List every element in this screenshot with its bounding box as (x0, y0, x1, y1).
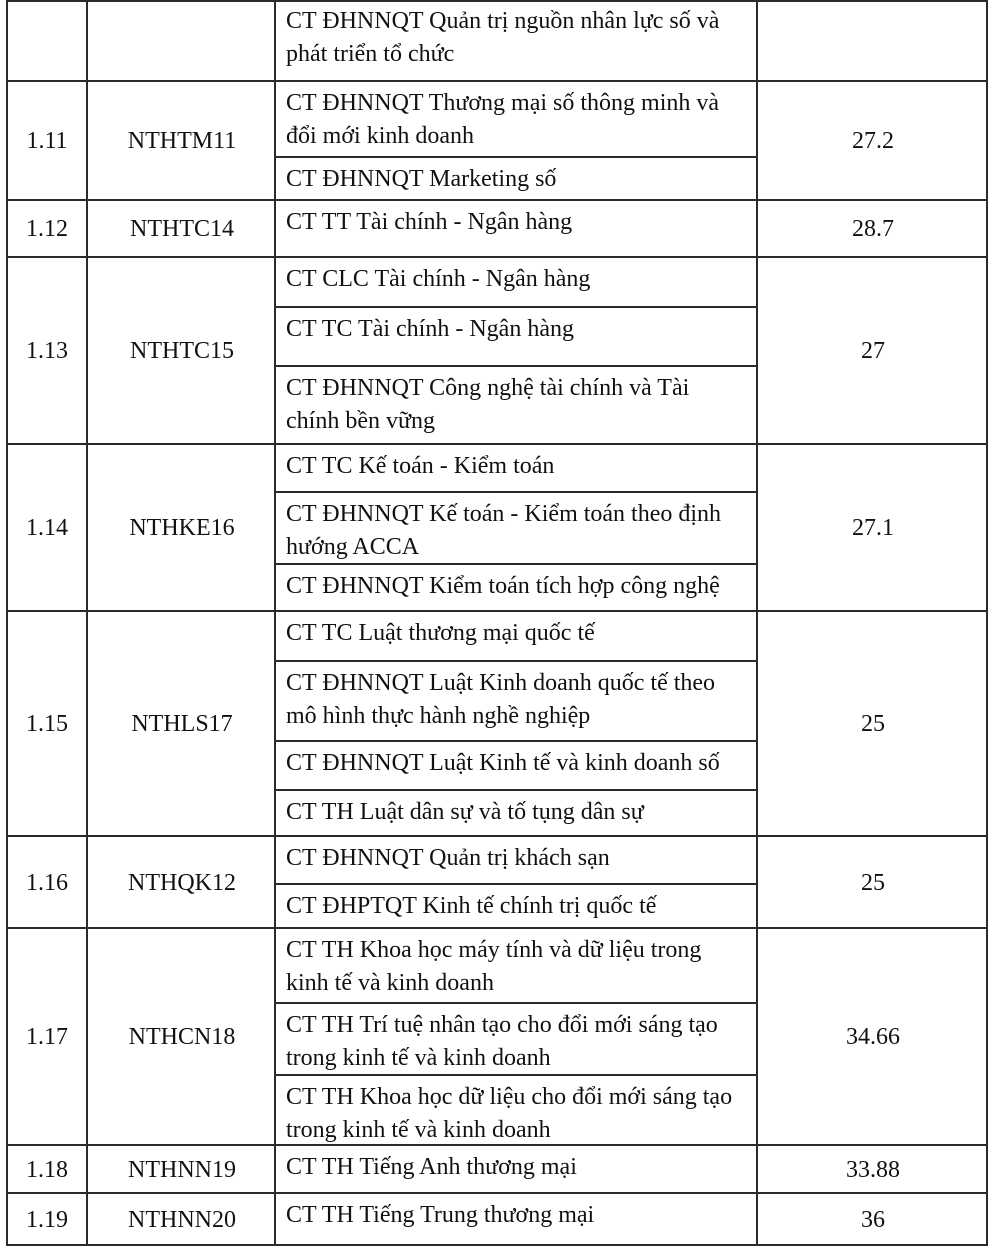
program-name: CT ĐHNNQT Công nghệ tài chính và Tài chính bền vững (276, 365, 758, 445)
program-name: CT TC Tài chính - Ngân hàng (276, 306, 758, 365)
row-number: 1.18 (26, 1156, 68, 1183)
table-gridline (756, 0, 758, 1246)
admission-score: 25 (861, 869, 885, 896)
table-row (6, 1146, 988, 1194)
table-gridline (6, 1244, 988, 1246)
table-row (6, 1194, 988, 1246)
table-row (6, 0, 988, 82)
admission-score (758, 0, 988, 82)
program-name: CT TH Khoa học dữ liệu cho đổi mới sáng tạo trong kinh tế và kinh doanh (276, 1074, 758, 1146)
table-row (6, 929, 988, 1146)
program-name: CT TC Luật thương mại quốc tế (286, 620, 595, 646)
table-row (6, 837, 988, 929)
admission-code: NTHTC14 (130, 216, 234, 242)
admission-score: 27 (861, 338, 885, 364)
row-number: 1.19 (26, 1206, 68, 1233)
program-name: CT TH Luật dân sự và tố tụng dân sự (276, 789, 758, 837)
admission-code: NTHTM11 (127, 128, 237, 154)
row-number: 1.14 (26, 515, 68, 541)
table-gridline (6, 610, 988, 612)
program-name: CT ĐHNNQT Luật Kinh doanh quốc tế theo mô hình thực hành nghề nghiệp (276, 660, 758, 740)
admission-code: NTHKE16 (129, 515, 235, 541)
program-list (276, 837, 758, 929)
program-name: CT ĐHNNQT Marketing số (276, 156, 758, 201)
table-row (6, 82, 988, 201)
admission-code: NTHCN18 (128, 1024, 236, 1050)
table-gridline (6, 1144, 988, 1146)
program-name: CT TH Tiếng Trung thương mại (286, 1202, 595, 1228)
program-name: CT ĐHNNQT Quản trị nguồn nhân lực số và phát triển tổ chức (286, 8, 720, 67)
row-number: 1.13 (26, 338, 68, 364)
program-list (276, 612, 758, 837)
program-list (276, 82, 758, 201)
admission-code (88, 0, 276, 82)
table-gridline (6, 443, 988, 445)
row-number (6, 0, 88, 82)
program-list (276, 0, 758, 82)
program-list (276, 258, 758, 445)
table-gridline (86, 0, 88, 1246)
row-number: 1.12 (26, 216, 68, 242)
program-list (276, 445, 758, 612)
admission-score: 25 (861, 711, 885, 737)
admission-score: 28.7 (852, 216, 894, 242)
program-name: CT TH Trí tuệ nhân tạo cho đổi mới sáng tạo trong kinh tế và kinh doanh (276, 1002, 758, 1074)
program-name: CT CLC Tài chính - Ngân hàng (286, 266, 591, 292)
table-gridline (6, 256, 988, 258)
table-gridline (6, 0, 8, 1246)
table-row (6, 445, 988, 612)
row-number: 1.15 (26, 711, 68, 737)
admission-code: NTHNN20 (128, 1206, 236, 1233)
row-number: 1.16 (26, 869, 68, 896)
program-name: CT TT Tài chính - Ngân hàng (286, 209, 573, 235)
table-gridline (986, 0, 988, 1246)
program-name: CT TH Khoa học máy tính và dữ liệu trong kinh tế và kinh doanh (286, 937, 702, 996)
table-row (6, 612, 988, 837)
program-name: CT TC Kế toán - Kiểm toán (286, 453, 555, 479)
program-name: CT ĐHPTQT Kinh tế chính trị quốc tế (276, 883, 758, 929)
table-gridline (6, 199, 988, 201)
admission-code: NTHLS17 (131, 711, 233, 737)
admission-code: NTHQK12 (128, 869, 236, 896)
program-list (276, 201, 758, 258)
table-gridline (274, 0, 276, 1246)
row-number: 1.11 (26, 128, 68, 154)
program-list (276, 929, 758, 1146)
admission-code: NTHNN19 (128, 1156, 236, 1183)
table-gridline (6, 80, 988, 82)
program-name: CT ĐHNNQT Thương mại số thông minh và đổi mới kinh doanh (286, 90, 720, 149)
table-row (6, 201, 988, 258)
program-list (276, 1146, 758, 1194)
admission-code: NTHTC15 (130, 338, 234, 364)
program-name: CT ĐHNNQT Kế toán - Kiểm toán theo định hướng ACCA (276, 491, 758, 563)
table-gridline (6, 1192, 988, 1194)
program-name: CT ĐHNNQT Quản trị khách sạn (286, 845, 610, 871)
table-gridline (6, 835, 988, 837)
admission-score: 33.88 (846, 1156, 900, 1183)
program-name: CT ĐHNNQT Kiểm toán tích hợp công nghệ (276, 563, 758, 612)
admission-score: 34.66 (846, 1024, 900, 1050)
admission-score: 27.1 (852, 515, 894, 541)
table-gridline (6, 0, 988, 2)
table-gridline (6, 927, 988, 929)
program-list (276, 1194, 758, 1246)
admission-score: 36 (861, 1206, 885, 1233)
row-number: 1.17 (26, 1024, 68, 1050)
program-name: CT TH Tiếng Anh thương mại (286, 1154, 577, 1180)
table-row (6, 258, 988, 445)
program-name: CT ĐHNNQT Luật Kinh tế và kinh doanh số (276, 740, 758, 789)
admission-score: 27.2 (852, 128, 894, 154)
